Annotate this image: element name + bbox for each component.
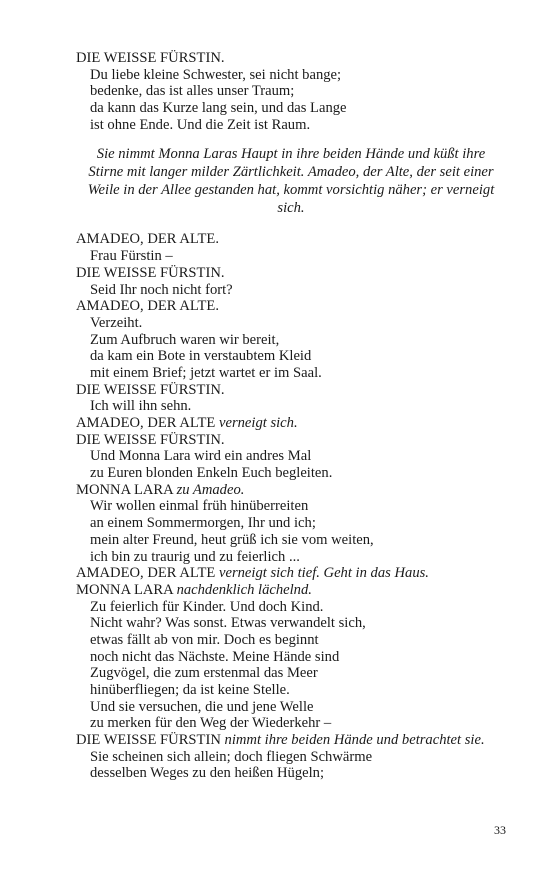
verse-line: bedenke, das ist alles unser Traum; <box>90 83 295 100</box>
verse-line: mit einem Brief; jetzt wartet er im Saal. <box>90 364 322 381</box>
verse-line: an einem Sommermorgen, Ihr und ich; <box>90 515 316 532</box>
verse-line: Und Monna Lara wird ein andres Mal <box>90 448 312 465</box>
stage-direction-line: Stirne mit langer milder Zärtlichkeit. Amadeo, der Alte, der seit einer <box>88 164 494 181</box>
speaker-name: DIE WEISSE FÜRSTIN. <box>76 431 225 448</box>
verse-line: noch nicht das Nächste. Meine Hände sind <box>90 648 340 665</box>
speaker-line <box>76 298 506 315</box>
speaker-name: AMADEO, DER ALTE. <box>76 231 219 248</box>
stage-direction <box>76 145 506 217</box>
stage-note: verneigt sich. <box>218 415 298 431</box>
speech-block <box>76 565 506 582</box>
verse-line: da kam ein Bote in verstaubtem Kleid <box>90 348 312 365</box>
stage-direction-line: Sie nimmt Monna Laras Haupt in ihre beiden Hände und küßt ihre <box>96 146 486 163</box>
verse-line: mein alter Freund, heut grüß ich sie vom weiten, <box>90 531 374 548</box>
verse-line: Ich will ihn sehn. <box>90 398 192 415</box>
verse-line: desselben Weges zu den heißen Hügeln; <box>90 765 325 782</box>
speech-block <box>76 231 506 264</box>
speaker-name: DIE WEISSE FÜRSTIN. <box>76 264 225 281</box>
stage-direction-line: Weile in der Allee gestanden hat, kommt vorsichtig näher; er verneigt <box>87 182 495 199</box>
verse-line: hinüberfliegen; da ist keine Stelle. <box>90 682 290 698</box>
speaker-name: AMADEO, DER ALTE <box>76 565 216 582</box>
speech-block <box>76 298 506 381</box>
verse-line: Zu feierlich für Kinder. Und doch Kind. <box>90 598 324 615</box>
speaker-line <box>76 415 506 432</box>
verse-line: da kann das Kurze lang sein, und das Lange <box>90 100 347 117</box>
dialogue <box>76 231 506 782</box>
speech-block <box>76 265 506 298</box>
verse-line: Zum Aufbruch waren wir bereit, <box>90 331 280 348</box>
speaker-line <box>76 732 506 749</box>
verse-line: Frau Fürstin – <box>90 248 173 265</box>
verse-line: Zugvögel, die zum erstenmal das Meer <box>90 665 318 682</box>
stage-note: nimmt ihre beiden Hände und betrachtet sie. <box>224 732 485 749</box>
verse-line: ich bin zu traurig und zu feierlich ... <box>90 548 300 565</box>
page-text <box>76 50 506 782</box>
speaker-name: MONNA LARA <box>76 581 173 598</box>
verse-line: Verzeiht. <box>90 314 143 331</box>
verse-line: zu merken für den Weg der Wiederkehr – <box>90 715 332 732</box>
speaker-name: DIE WEISSE FÜRSTIN. <box>76 381 225 398</box>
speech-block <box>76 382 506 415</box>
verse-line: Sie scheinen sich allein; doch fliegen Schwärme <box>90 748 373 765</box>
verse-line: etwas fällt ab von mir. Doch es beginnt <box>90 631 319 648</box>
stage-direction-line: sich. <box>277 200 305 217</box>
stage-note: zu Amadeo. <box>176 481 245 498</box>
verse-line: ist ohne Ende. Und die Zeit ist Raum. <box>90 116 311 133</box>
speech-block <box>76 415 506 432</box>
verse-line: Nicht wahr? Was sonst. Etwas verwandelt sich, <box>90 615 366 632</box>
speaker-line <box>76 382 506 399</box>
speech-block <box>76 432 506 482</box>
speaker-line <box>76 265 506 282</box>
speech-block <box>76 582 506 732</box>
speech-block <box>76 732 506 782</box>
verse-line: Du liebe kleine Schwester, sei nicht bange; <box>90 66 342 83</box>
speaker-name: AMADEO, DER ALTE <box>76 415 216 431</box>
speaker-name: DIE WEISSE FÜRSTIN. <box>76 50 225 66</box>
verse-line: Und sie versuchen, die und jene Welle <box>90 698 314 715</box>
verse-line: Seid Ihr noch nicht fort? <box>90 281 233 298</box>
speaker-name: MONNA LARA <box>76 481 173 498</box>
speaker-line <box>76 482 506 499</box>
speaker-line <box>76 231 506 248</box>
speech-block <box>76 482 506 565</box>
speaker-line <box>76 432 506 449</box>
speech-block <box>76 50 506 133</box>
speaker-line <box>76 582 506 599</box>
stage-note: verneigt sich tief. Geht in das Haus. <box>218 565 429 582</box>
verse-line: zu Euren blonden Enkeln Euch begleiten. <box>90 465 333 482</box>
speaker-name: DIE WEISSE FÜRSTIN <box>76 732 221 749</box>
speaker-name: AMADEO, DER ALTE. <box>76 298 219 315</box>
verse-line: Wir wollen einmal früh hinüberreiten <box>90 498 309 515</box>
stage-note: nachdenklich lächelnd. <box>176 581 312 598</box>
page-number: 33 <box>494 823 506 837</box>
speaker-line <box>76 565 506 582</box>
